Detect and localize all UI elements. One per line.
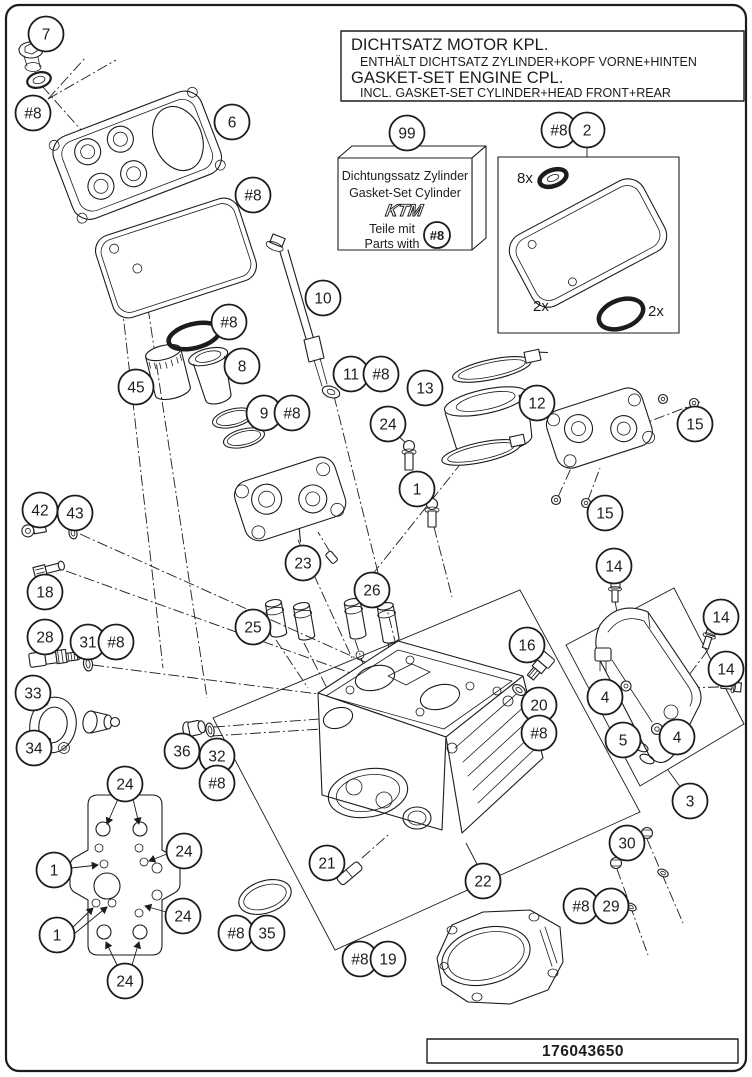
callout-3 bbox=[673, 784, 708, 819]
svg-text:29: 29 bbox=[602, 898, 620, 916]
callout-36 bbox=[165, 734, 200, 769]
svg-text:14: 14 bbox=[605, 558, 623, 576]
svg-text:#8: #8 bbox=[227, 925, 245, 943]
svg-text:18: 18 bbox=[36, 584, 54, 602]
header-title-en: GASKET-SET ENGINE CPL. bbox=[351, 69, 564, 87]
callout-19 bbox=[371, 942, 406, 977]
callout-hash8 bbox=[16, 96, 51, 131]
callout-28 bbox=[28, 620, 63, 655]
svg-text:22: 22 bbox=[474, 873, 492, 891]
gasket-kit-box bbox=[338, 146, 486, 251]
hose-clamp-upper bbox=[451, 348, 551, 388]
valve-cover bbox=[48, 86, 227, 225]
kit-note-de: Teile mit bbox=[369, 222, 415, 236]
callout-hash8 bbox=[99, 625, 134, 660]
svg-text:24: 24 bbox=[174, 908, 192, 926]
svg-text:8: 8 bbox=[237, 358, 247, 376]
callout-2 bbox=[570, 113, 605, 148]
head-bolt-upper bbox=[402, 441, 416, 471]
svg-text:15: 15 bbox=[596, 505, 614, 523]
svg-text:#8: #8 bbox=[244, 187, 262, 205]
svg-text:45: 45 bbox=[127, 379, 145, 397]
svg-text:32: 32 bbox=[208, 748, 226, 766]
cover-plug-upper bbox=[621, 681, 631, 691]
plug-o-ring bbox=[205, 722, 216, 737]
valve-cover-gasket bbox=[91, 194, 260, 322]
header-title-de: DICHTSATZ MOTOR KPL. bbox=[351, 36, 549, 54]
svg-text:#8: #8 bbox=[208, 775, 226, 793]
svg-text:15: 15 bbox=[686, 416, 704, 434]
svg-text:#8: #8 bbox=[550, 122, 568, 140]
callout-42 bbox=[23, 493, 58, 528]
svg-text:1: 1 bbox=[49, 862, 59, 880]
callout-15 bbox=[588, 496, 623, 531]
callout-13 bbox=[408, 371, 443, 406]
svg-text:24: 24 bbox=[175, 843, 193, 861]
callout-16 bbox=[510, 628, 545, 663]
seal-qty-label: 8x bbox=[517, 170, 533, 187]
svg-text:42: 42 bbox=[31, 502, 49, 520]
callout-34 bbox=[17, 731, 52, 766]
callout-24 bbox=[108, 964, 143, 999]
svg-text:21: 21 bbox=[318, 855, 336, 873]
svg-text:28: 28 bbox=[36, 629, 54, 647]
kit-line-de: Dichtungssatz Zylinder bbox=[341, 169, 469, 183]
bridge-pin bbox=[325, 550, 338, 564]
svg-text:99: 99 bbox=[398, 125, 416, 143]
svg-text:6: 6 bbox=[227, 114, 237, 132]
callout-7 bbox=[29, 17, 64, 52]
callout-1 bbox=[40, 918, 75, 953]
callout-1 bbox=[400, 472, 435, 507]
callout-30 bbox=[610, 826, 645, 861]
kit-line-en: Gasket-Set Cylinder bbox=[349, 186, 461, 200]
header-box bbox=[341, 31, 744, 101]
svg-text:33: 33 bbox=[24, 685, 42, 703]
svg-text:4: 4 bbox=[600, 689, 610, 707]
callout-45 bbox=[119, 370, 154, 405]
header-subtitle-en: INCL. GASKET-SET CYLINDER+HEAD FRONT+REAR bbox=[360, 86, 671, 100]
callout-hash8 bbox=[275, 396, 310, 431]
svg-text:34: 34 bbox=[25, 740, 43, 758]
svg-text:25: 25 bbox=[244, 619, 262, 637]
gasket-detail-box bbox=[498, 148, 679, 335]
callout-hash8 bbox=[522, 716, 557, 751]
svg-text:19: 19 bbox=[379, 951, 397, 969]
callout-12 bbox=[520, 386, 555, 421]
kit-note-en: Parts with bbox=[364, 237, 420, 251]
callout-8 bbox=[225, 349, 260, 384]
callout-10 bbox=[306, 281, 341, 316]
callout-14 bbox=[704, 600, 739, 635]
svg-text:#8: #8 bbox=[372, 366, 390, 384]
svg-text:#8: #8 bbox=[220, 314, 238, 332]
callout-22 bbox=[466, 864, 501, 899]
oring-qty-label: 2x bbox=[648, 303, 664, 320]
ktm-logo: KTM bbox=[384, 200, 425, 220]
svg-text:43: 43 bbox=[66, 505, 84, 523]
kit-badge-label: #8 bbox=[429, 228, 445, 243]
svg-text:14: 14 bbox=[717, 661, 735, 679]
callout-21 bbox=[310, 846, 345, 881]
svg-text:2: 2 bbox=[582, 122, 592, 140]
callout-35 bbox=[250, 916, 285, 951]
gasket-qty-label: 2x bbox=[533, 298, 549, 315]
svg-text:3: 3 bbox=[685, 793, 695, 811]
part-number: 176043650 bbox=[541, 1043, 625, 1060]
svg-text:7: 7 bbox=[41, 26, 51, 44]
svg-text:#8: #8 bbox=[283, 405, 301, 423]
callout-4 bbox=[660, 720, 695, 755]
svg-text:1: 1 bbox=[52, 927, 62, 945]
head-gasket bbox=[435, 910, 563, 1004]
svg-text:#8: #8 bbox=[351, 951, 369, 969]
svg-text:31: 31 bbox=[79, 634, 97, 652]
svg-text:35: 35 bbox=[258, 925, 276, 943]
cylinder-head bbox=[318, 641, 543, 833]
svg-text:26: 26 bbox=[363, 582, 381, 600]
callout-23 bbox=[286, 546, 321, 581]
callout-4 bbox=[588, 680, 623, 715]
svg-text:16: 16 bbox=[518, 637, 536, 655]
svg-text:11: 11 bbox=[342, 366, 360, 384]
svg-text:30: 30 bbox=[618, 835, 636, 853]
callout-24 bbox=[166, 899, 201, 934]
callout-26 bbox=[355, 573, 390, 608]
callout-18 bbox=[28, 575, 63, 610]
cam-bridge-front bbox=[231, 453, 354, 557]
callout-24 bbox=[108, 767, 143, 802]
svg-text:12: 12 bbox=[528, 395, 546, 413]
svg-text:14: 14 bbox=[712, 609, 730, 627]
svg-text:#8: #8 bbox=[530, 725, 548, 743]
svg-text:24: 24 bbox=[379, 416, 397, 434]
part-number-box bbox=[427, 1039, 738, 1063]
svg-text:5: 5 bbox=[618, 732, 628, 750]
callout-hash8 bbox=[236, 178, 271, 213]
callout-43 bbox=[58, 496, 93, 531]
callout-1 bbox=[37, 853, 72, 888]
callout-33 bbox=[16, 676, 51, 711]
svg-text:4: 4 bbox=[672, 729, 682, 747]
callout-hash8 bbox=[219, 916, 254, 951]
oval-seal bbox=[234, 873, 295, 920]
svg-text:24: 24 bbox=[116, 973, 134, 991]
svg-text:36: 36 bbox=[173, 743, 191, 761]
svg-text:9: 9 bbox=[259, 405, 269, 423]
svg-text:#8: #8 bbox=[24, 105, 42, 123]
callout-24 bbox=[371, 407, 406, 442]
bolt-30 bbox=[642, 828, 670, 879]
header-subtitle-de: ENTHÄLT DICHTSATZ ZYLINDER+KOPF VORNE+HINTEN bbox=[360, 55, 697, 69]
callout-99 bbox=[390, 116, 425, 151]
svg-text:24: 24 bbox=[116, 776, 134, 794]
svg-text:#8: #8 bbox=[107, 634, 125, 652]
svg-text:13: 13 bbox=[416, 380, 434, 398]
callout-15 bbox=[678, 407, 713, 442]
svg-text:1: 1 bbox=[412, 481, 422, 499]
svg-text:#8: #8 bbox=[572, 898, 590, 916]
callout-25 bbox=[236, 610, 271, 645]
cam-bridge-rear bbox=[543, 384, 657, 472]
thermostat-insert bbox=[82, 710, 120, 734]
callout-hash8 bbox=[364, 357, 399, 392]
callout-14 bbox=[597, 549, 632, 584]
callout-29 bbox=[594, 889, 629, 924]
callout-hash8 bbox=[212, 305, 247, 340]
svg-text:20: 20 bbox=[530, 697, 548, 715]
callout-14 bbox=[709, 652, 744, 687]
bolt-template-plate bbox=[70, 795, 180, 955]
callout-24 bbox=[167, 834, 202, 869]
svg-text:10: 10 bbox=[314, 290, 332, 308]
callout-hash8 bbox=[200, 766, 235, 801]
cover-screw-seal bbox=[25, 70, 52, 91]
callout-6 bbox=[215, 105, 250, 140]
callout-5 bbox=[606, 723, 641, 758]
svg-text:23: 23 bbox=[294, 555, 312, 573]
